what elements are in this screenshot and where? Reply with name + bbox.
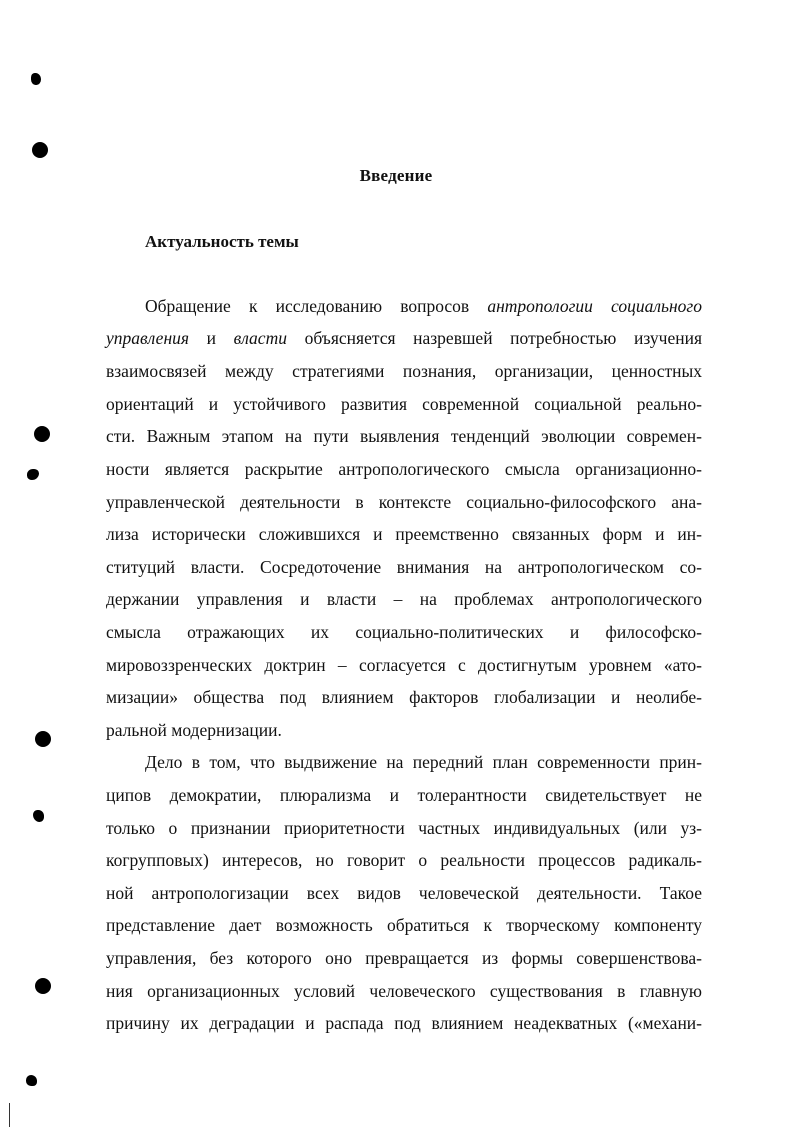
text-line: ния организационных условий человеческого существования в главную (106, 981, 702, 1001)
text-line: когрупповых) интересов, но говорит о реальности процессов радикаль- (106, 850, 702, 870)
text-line: управленческой деятельности в контексте социально-философского ана- (106, 492, 702, 512)
text-line: лиза исторически сложившихся и преемственно связанных форм и ин- (106, 524, 702, 544)
text-line: только о признании приоритетности частных индивидуальных (или уз- (106, 818, 702, 838)
text-line: управления и власти объясняется назревшей потребностью изучения (106, 328, 702, 348)
text-line: смысла отражающих их социально-политических и философско- (106, 622, 702, 642)
binder-hole (35, 731, 51, 747)
section-title: Актуальность темы (145, 232, 299, 251)
text-line: ной антропологизации всех видов человеческой деятельности. Такое (106, 883, 702, 903)
text-line: ципов демократии, плюрализма и толерантности свидетельствует не (106, 785, 702, 805)
text-line: Обращение к исследованию вопросов антропологии социального (145, 296, 702, 316)
binder-hole (35, 978, 51, 994)
scan-speck (31, 73, 41, 85)
text-line: взаимосвязей между стратегиями познания, организации, ценностных (106, 361, 702, 381)
text-line: мировоззренческих доктрин – согласуется с достигнутым уровнем «ато- (106, 655, 702, 675)
text-line: ности является раскрытие антропологического смысла организационно- (106, 459, 702, 479)
text-line: управления, без которого оно превращается из формы совершенствова- (106, 948, 702, 968)
scan-speck (27, 469, 39, 480)
binder-hole (34, 426, 50, 442)
scan-edge-mark (9, 1103, 10, 1127)
text-line: ориентаций и устойчивого развития современной социальной реально- (106, 394, 702, 414)
scan-speck (26, 1075, 37, 1086)
text-line: мизации» общества под влиянием факторов глобализации и неолибе- (106, 687, 702, 707)
text-line: Дело в том, что выдвижение на передний план современности прин- (145, 752, 702, 772)
scan-speck (33, 810, 44, 822)
text-line: ституций власти. Сосредоточение внимания на антропологическом со- (106, 557, 702, 577)
binder-hole (32, 142, 48, 158)
text-line: представление дает возможность обратиться к творческому компоненту (106, 915, 702, 935)
text-line: ральной модернизации. (106, 720, 282, 740)
page-title: Введение (359, 166, 433, 185)
text-line: сти. Важным этапом на пути выявления тенденций эволюции современ- (106, 426, 702, 446)
text-line: держании управления и власти – на проблемах антропологического (106, 589, 702, 609)
text-line: причину их деградации и распада под влиянием неадекватных («механи- (106, 1013, 702, 1033)
